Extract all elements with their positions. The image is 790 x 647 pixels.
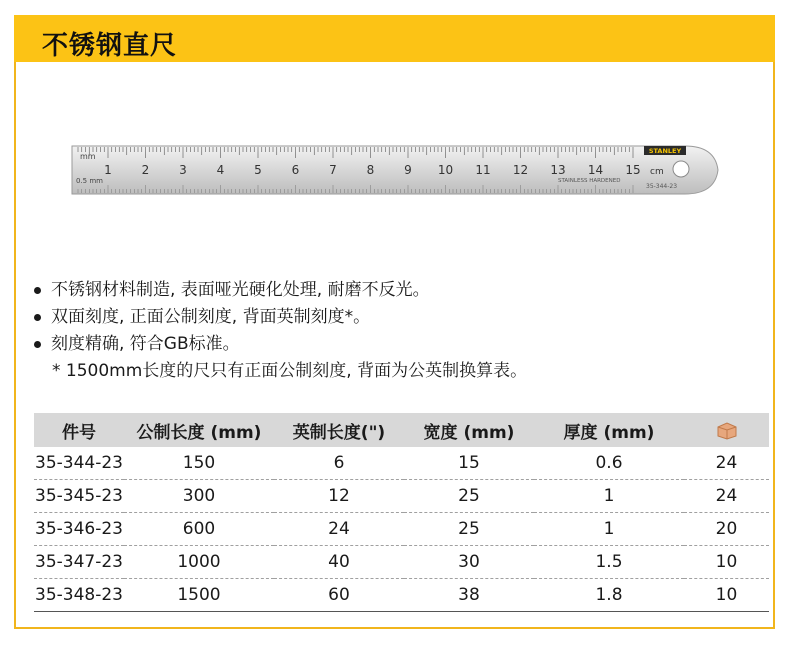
ruler-number: 13 (550, 163, 566, 177)
table-cell: 0.6 (534, 447, 684, 480)
table-cell: 35-348-23 (34, 579, 124, 612)
table-cell: 25 (404, 513, 534, 546)
table-cell: 1.8 (534, 579, 684, 612)
table-row (34, 447, 769, 480)
ruler-number: 12 (512, 163, 529, 177)
table-cell: 1500 (124, 579, 274, 612)
ruler-material-text: STAINLESS HARDENED (558, 178, 621, 184)
col-thickness: 厚度 (mm) (534, 413, 684, 447)
ruler-unit-half-mm: 0.5 mm (76, 177, 103, 185)
spec-table (34, 413, 769, 612)
bullet-icon (34, 287, 41, 294)
ruler-number: 3 (179, 163, 187, 177)
col-width: 宽度 (mm) (404, 413, 534, 447)
table-cell: 10 (684, 546, 769, 579)
table-cell: 6 (274, 447, 404, 480)
table-cell: 38 (404, 579, 534, 612)
ruler-unit-mm: mm (80, 152, 96, 161)
feature-list (34, 277, 527, 385)
table-cell: 25 (404, 480, 534, 513)
ruler-number: 9 (404, 163, 412, 177)
table-row (34, 579, 769, 612)
table-cell: 15 (404, 447, 534, 480)
table-cell: 24 (684, 480, 769, 513)
ruler-number: 6 (291, 163, 300, 177)
table-cell: 300 (124, 480, 274, 513)
ruler-number: 2 (141, 163, 150, 177)
table-cell: 30 (404, 546, 534, 579)
ruler-number: 5 (254, 163, 262, 177)
ruler-number: 11 (475, 163, 491, 177)
table-cell: 12 (274, 480, 404, 513)
table-row (34, 480, 769, 513)
table-cell: 150 (124, 447, 274, 480)
table-row (34, 513, 769, 546)
table-cell: 600 (124, 513, 274, 546)
header-bar (14, 15, 775, 62)
table-cell: 24 (684, 447, 769, 480)
table-cell: 10 (684, 579, 769, 612)
feature-item: 刻度精确, 符合GB标准。 (34, 331, 527, 358)
table-cell: 20 (684, 513, 769, 546)
brand-logo-text: STANLEY (648, 147, 682, 155)
feature-item: 双面刻度, 正面公制刻度, 背面英制刻度*。 (34, 304, 527, 331)
page-title: 不锈钢直尺 (42, 31, 178, 61)
col-inch-length: 英制长度(") (274, 413, 404, 447)
ruler-numbers (104, 163, 640, 177)
col-part-no: 件号 (34, 413, 124, 447)
bullet-icon (34, 314, 41, 321)
table-cell: 35-347-23 (34, 546, 124, 579)
table-cell: 60 (274, 579, 404, 612)
table-cell: 35-344-23 (34, 447, 124, 480)
ruler-number: 15 (625, 163, 641, 177)
table-cell: 40 (274, 546, 404, 579)
ruler-number: 8 (366, 163, 375, 177)
ruler-number: 7 (329, 163, 337, 177)
table-cell: 1.5 (534, 546, 684, 579)
ruler-cm-label: cm (650, 167, 664, 177)
ruler-number: 4 (216, 163, 225, 177)
table-header-row (34, 413, 769, 447)
table-row (34, 546, 769, 579)
table-cell: 35-346-23 (34, 513, 124, 546)
table-cell: 24 (274, 513, 404, 546)
ruler-number: 10 (437, 163, 454, 177)
col-pack-qty (684, 413, 769, 447)
footnote: * 1500mm长度的尺只有正面公制刻度, 背面为公英制换算表。 (52, 361, 528, 381)
ruler-number: 14 (587, 163, 604, 177)
hang-hole (673, 161, 689, 177)
box-icon (716, 420, 738, 440)
feature-item: 不锈钢材料制造, 表面哑光硬化处理, 耐磨不反光。 (34, 277, 527, 304)
table-cell: 1 (534, 480, 684, 513)
steel-ruler-illustration (70, 142, 720, 198)
bullet-icon (34, 341, 41, 348)
ruler-number: 1 (104, 163, 112, 177)
table-cell: 1 (534, 513, 684, 546)
table-cell: 35-345-23 (34, 480, 124, 513)
ruler-model-text: 35-344-23 (646, 183, 678, 190)
table-cell: 1000 (124, 546, 274, 579)
col-metric-length: 公制长度 (mm) (124, 413, 274, 447)
table-body (34, 447, 769, 612)
ruler-image (70, 142, 720, 198)
